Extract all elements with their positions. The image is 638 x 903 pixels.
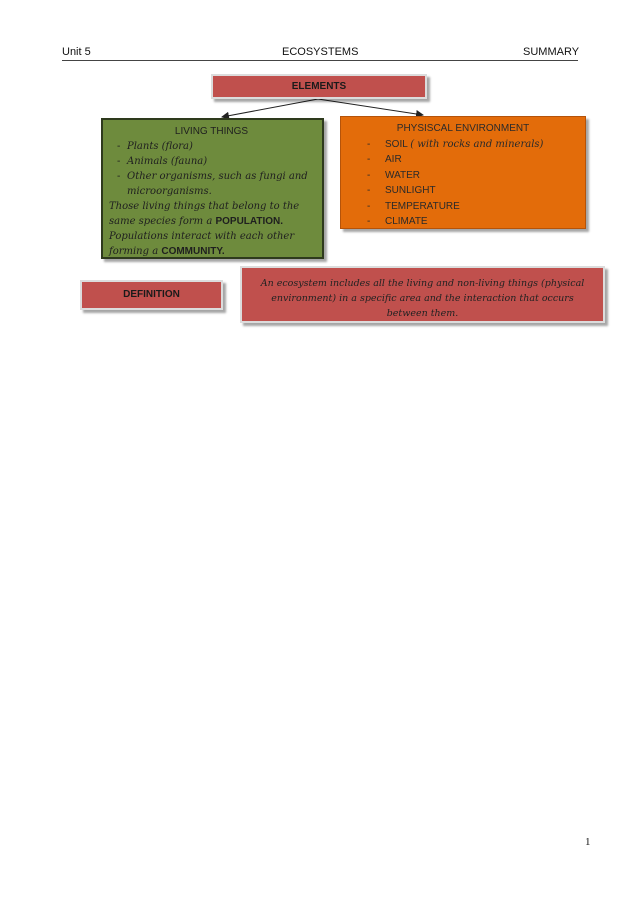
community-paragraph: [109, 229, 314, 259]
list-item: - Other organisms, such as fungi and microorganisms.: [117, 169, 314, 199]
arrow-to-living: [222, 99, 318, 117]
list-item: - AIR: [361, 152, 577, 168]
list-item: - WATER: [361, 168, 577, 184]
header-rule: [62, 60, 578, 61]
elements-box: ELEMENTS: [211, 74, 427, 99]
header-unit: Unit 5: [62, 46, 91, 58]
list-item: - SUNLIGHT: [361, 183, 577, 199]
soil-note: ( with rocks and minerals): [410, 138, 544, 150]
population-paragraph: [109, 199, 314, 229]
physical-environment-box: [340, 116, 586, 229]
physical-environment-list: [361, 137, 577, 230]
definition-label: DEFINITION: [80, 280, 223, 310]
header-title: ECOSYSTEMS: [282, 46, 359, 58]
physical-environment-title: PHYSISCAL ENVIRONMENT: [396, 123, 530, 134]
definition-text: An ecosystem includes all the living and non-living things (physical environment) in a specific area and the interaction that occurs between them.: [240, 266, 605, 323]
population-text: Those living things that belong to the same species form a: [109, 201, 300, 227]
living-things-list: [109, 139, 314, 199]
list-item: - CLIMATE: [361, 214, 577, 230]
community-term: COMMUNITY.: [161, 246, 225, 257]
list-item: [361, 137, 577, 153]
arrow-to-physical: [318, 99, 423, 115]
community-text: Populations interact with each other forming a: [109, 231, 295, 257]
header-summary: SUMMARY: [523, 46, 580, 58]
soil-label: SOIL: [385, 138, 411, 150]
list-item: - Animals (fauna): [117, 154, 314, 169]
list-item: - Plants (flora): [117, 139, 314, 154]
list-item: - TEMPERATURE: [361, 199, 577, 215]
living-things-box: [101, 118, 324, 259]
page-number: 1: [585, 836, 591, 848]
living-things-title: LIVING THINGS: [174, 126, 249, 137]
population-term: POPULATION.: [215, 216, 284, 227]
